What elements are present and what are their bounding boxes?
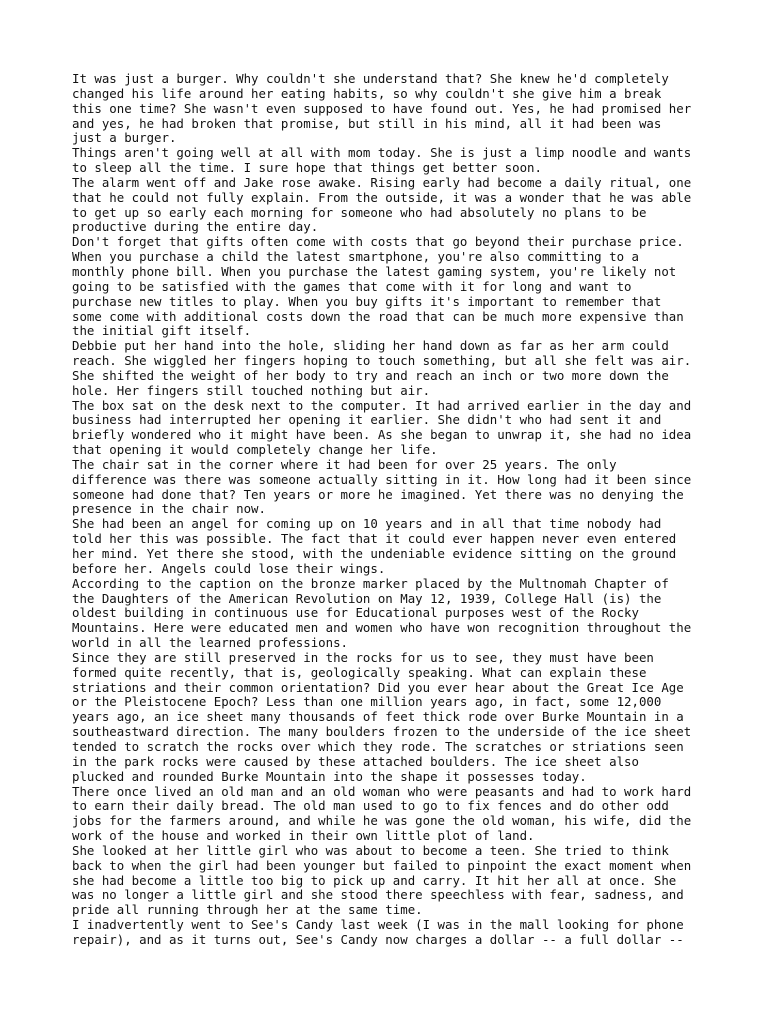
paragraph-gifts: Don't forget that gifts often come with costs that go beyond their purchase price. When you purchase a child the latest smartphone, you're also committing to a monthly phone bill. When you purchase the latest gaming system, you're likely not going to be satisfied with the games that come with it for long and want to purchase new titles to play. When you buy gifts it's important to remember that some come with additional costs down the road that can be much more expensive than the initial gift itself.	[72, 234, 684, 339]
paragraph-burger: It was just a burger. Why couldn't she understand that? She knew he'd completely changed his life around her eating habits, so why couldn't she give him a break this one time? She wasn't even supposed to have found out. Yes, he had promised her and yes, he had broken that promise, but still in his mind, all it had been was just a burger.	[72, 71, 692, 146]
paragraph-ice-age: Since they are still preserved in the rocks for us to see, they must have been formed quite recently, that is, geologically speaking. What can explain these striations and their common orientation? Did you ever hear about the Great Ice Age or the Pleistocene Epoch? Less than one million years ago, in fact, some 12,000 years ago, an ice sheet many thousands of feet thick rode over Burke Mountain in a southeastward direction. The many boulders frozen to the underside of the ice sheet tended to scratch the rocks over which they rode. The scratches or striations seen in the park rocks were caused by these attached boulders. The ice sheet also plucked and rounded Burke Mountain into the shape it possesses today.	[72, 649, 692, 784]
paragraph-angel: She had been an angel for coming up on 10 years and in all that time nobody had told her this was possible. The fact that it could ever happen never even entered her mind. Yet there she stood, with the undeniable evidence sitting on the ground before her. Angels could lose their wings.	[72, 516, 677, 576]
paragraph-little-girl: She looked at her little girl who was about to become a teen. She tried to think back to when the girl had been younger but failed to pinpoint the exact moment when she had become a little too big to pick up and carry. It hit her all at once. She was no longer a little girl and she stood there speechless with fear, sadness, and pride all running through her at the same time.	[72, 842, 692, 918]
paragraph-sees-candy: I inadvertently went to See's Candy last week (I was in the mall looking for phone repair), and as it turns out, See's Candy now charges a dollar -- a full dollar --	[72, 917, 684, 947]
paragraph-alarm: The alarm went off and Jake rose awake. Rising early had become a daily ritual, one that he could not fully explain. From the outside, it was a wonder that he was able to get up so early each morning for someone who had absolutely no plans to be productive during the entire day.	[72, 174, 692, 235]
document-body	[72, 72, 702, 948]
paragraph-chair: The chair sat in the corner where it had been for over 25 years. The only difference was there was someone actually sitting in it. How long had it been since someone had done that? Ten years or more he imagined. Yet there was no denying the presence in the chair now.	[72, 456, 692, 517]
paragraph-college-hall: According to the caption on the bronze marker placed by the Multnomah Chapter of the Daughters of the American Revolution on May 12, 1939, College Hall (is) the oldest building in continuous use for Educational purposes west of the Rocky Mountains. Here were educated men and women who have won recognition throughout the world in all the learned professions.	[72, 575, 692, 651]
paragraph-mom: Things aren't going well at all with mom today. She is just a limp noodle and wants to sleep all the time. I sure hope that things get better soon.	[72, 145, 692, 176]
paragraph-debbie: Debbie put her hand into the hole, sliding her hand down as far as her arm could reach. She wiggled her fingers hoping to touch something, but all she felt was air. She shifted the weight of her body to try and reach an inch or two more down the hole. Her fingers still touched nothing but air.	[72, 338, 692, 398]
paragraph-box: The box sat on the desk next to the computer. It had arrived earlier in the day and business had interrupted her opening it earlier. She didn't who had sent it and briefly wondered who it might have been. As she began to unwrap it, she had no idea that opening it would completely change her life.	[72, 397, 692, 458]
paragraph-old-man: There once lived an old man and an old woman who were peasants and had to work hard to earn their daily bread. The old man used to go to fix fences and do other odd jobs for the farmers around, and while he was gone the old woman, his wife, did the work of the house and worked in their own little plot of land.	[72, 783, 692, 844]
